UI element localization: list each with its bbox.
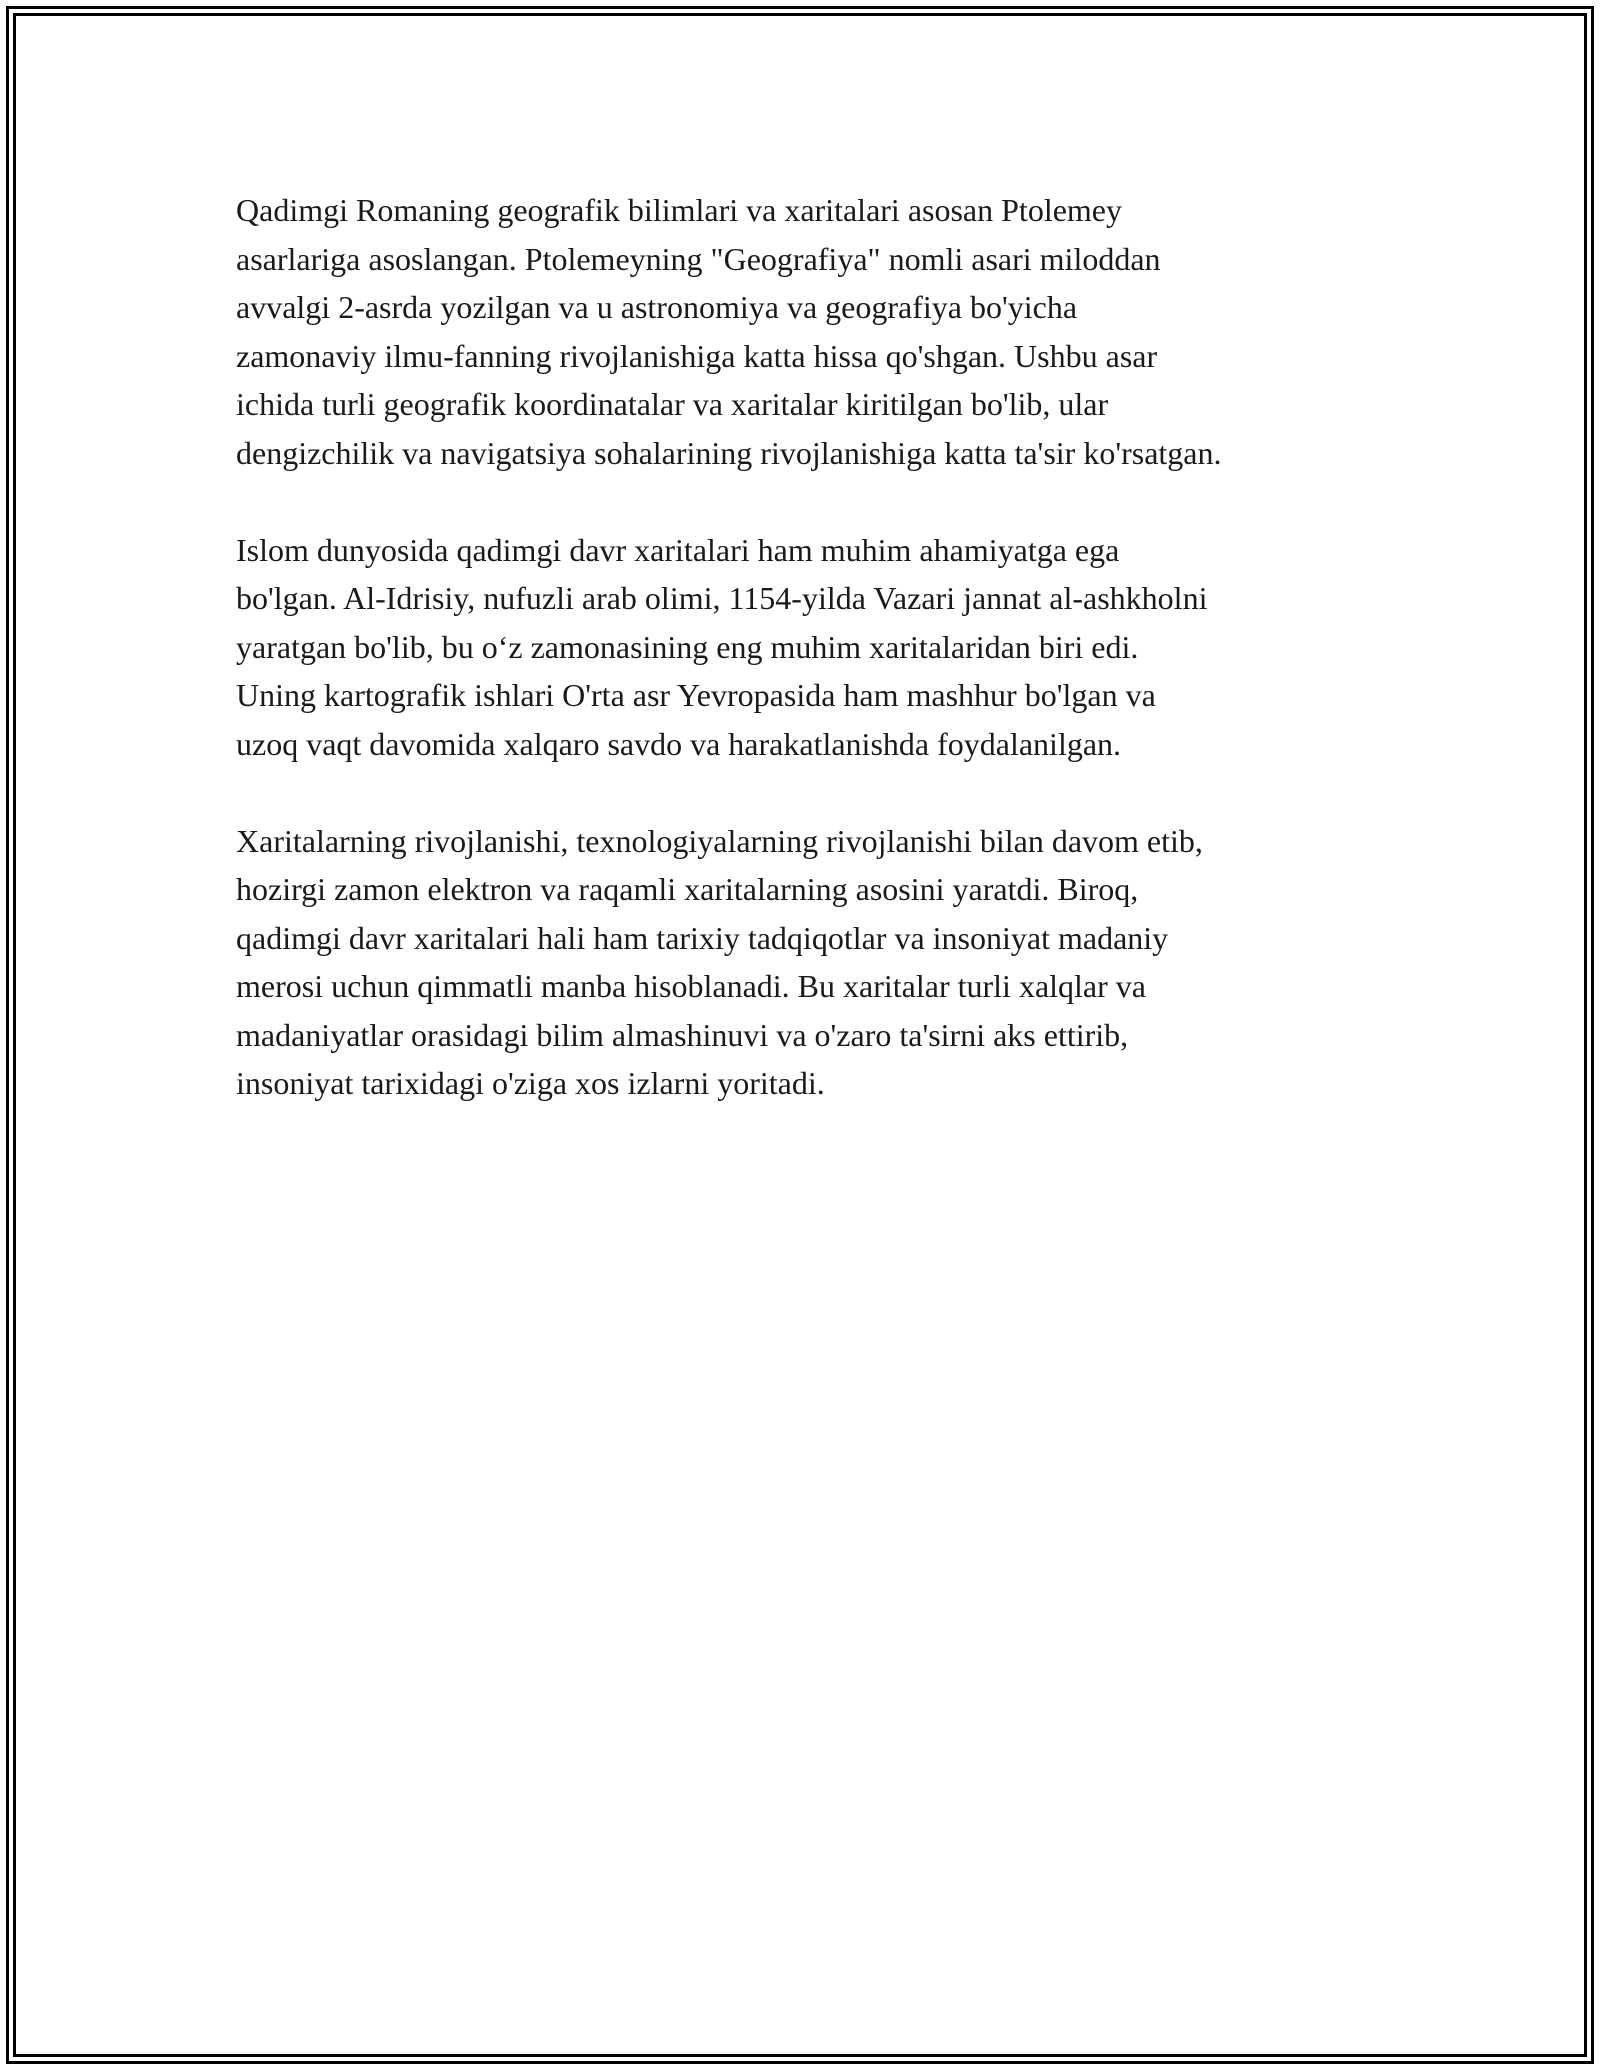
text-line: merosi uchun qimmatli manba hisoblanadi. Bu xaritalar turli xalqlar va [236,968,1146,1004]
document-body [236,186,1386,1156]
text-line: dengizchilik va navigatsiya sohalarining rivojlanishiga katta ta'sir ko'rsatgan. [236,434,1222,471]
text-line: asarlariga asoslangan. Ptolemeyning "Geografiya" nomli asari miloddan [236,240,1161,277]
text-line: ichida turli geografik koordinatalar va xaritalar kiritilgan bo'lib, ular [236,386,1109,422]
text-line: Qadimgi Romaning geografik bilimlari va xaritalari asosan Ptolemey [236,192,1122,228]
paragraph-ptolemy [236,186,1386,477]
paragraph-modern-maps [236,817,1386,1108]
text-line: qadimgi davr xaritalari hali ham tarixiy tadqiqotlar va insoniyat madaniy [236,919,1169,956]
text-line: Xaritalarning rivojlanishi, texnologiyalarning rivojlanishi bilan davom etib, [236,822,1203,859]
text-line: bo'lgan. Al-Idrisiy, nufuzli arab olimi, 1154-yilda Vazari jannat al-ashkholni [236,580,1208,616]
paragraph-al-idrisi [236,526,1386,769]
text-line: avvalgi 2-asrda yozilgan va u astronomiya va geografiya bo'yicha [236,289,1078,325]
text-line: Uning kartografik ishlari O'rta asr Yevropasida ham mashhur bo'lgan va [236,677,1156,713]
text-line: yaratgan bo'lib, bu o‘z zamonasining eng muhim xaritalaridan biri edi. [236,628,1139,665]
text-line: madaniyatlar orasidagi bilim almashinuvi va o'zaro ta'sirni aks ettirib, [236,1016,1129,1053]
text-line: zamonaviy ilmu-fanning rivojlanishiga katta hissa qo'shgan. Ushbu asar [236,337,1158,374]
text-line: Islom dunyosida qadimgi davr xaritalari ham muhim ahamiyatga ega [236,531,1120,568]
text-line: uzoq vaqt davomida xalqaro savdo va harakatlanishda foydalanilgan. [236,725,1122,762]
text-line: hozirgi zamon elektron va raqamli xaritalarning asosini yaratdi. Biroq, [236,871,1139,907]
text-line: insoniyat tarixidagi o'ziga xos izlarni yoritadi. [236,1065,825,1101]
